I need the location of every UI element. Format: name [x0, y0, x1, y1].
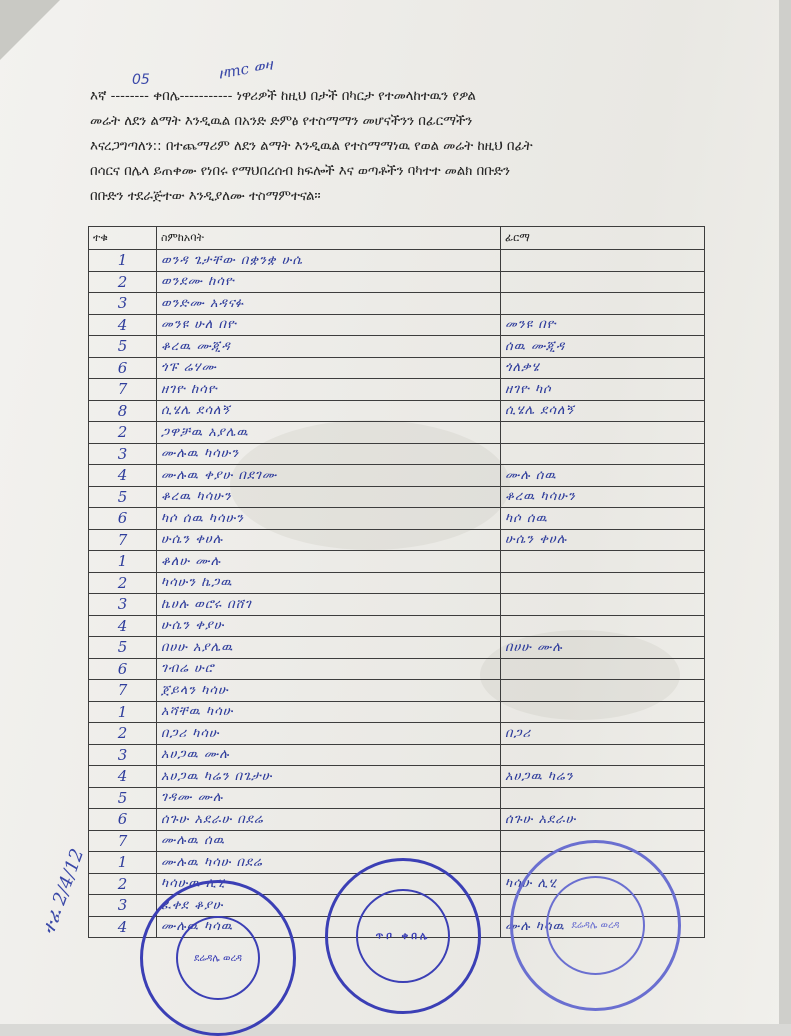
row-number: 7 [89, 830, 157, 852]
row-number: 2 [89, 873, 157, 895]
row-signature [501, 787, 705, 809]
row-number: 6 [89, 357, 157, 379]
table-row [89, 357, 705, 379]
handwritten-kebele-name: ዞmc ወዛ [216, 55, 275, 83]
right-office-stamp [510, 840, 681, 1011]
row-name: ሰጉሁ አደራሁ በደሬ [157, 809, 501, 831]
row-number: 2 [89, 422, 157, 444]
row-signature: ሰጉሁ አደራሁ [501, 809, 705, 831]
table-row [89, 400, 705, 422]
header-name: ስምከአባት [157, 227, 501, 250]
row-number: 5 [89, 787, 157, 809]
folded-corner [0, 0, 60, 60]
header-number: ተቁ [89, 227, 157, 250]
table-row [89, 551, 705, 573]
table-row [89, 809, 705, 831]
row-signature: ሲሄሌ ደሳለኝ [501, 400, 705, 422]
row-signature [501, 744, 705, 766]
row-number: 1 [89, 852, 157, 874]
row-number: 6 [89, 658, 157, 680]
row-name: አሀጋዉ ሙሉ [157, 744, 501, 766]
row-signature: ካሳሁ ሊሂ [501, 873, 705, 895]
seal-emblem-icon [356, 889, 450, 983]
paper-edge [779, 0, 791, 1024]
row-name: ዘገዮ ከሳዮ [157, 379, 501, 401]
row-number: 4 [89, 314, 157, 336]
row-number: 4 [89, 465, 157, 487]
side-handwritten-note: ተፈ 2/4/12 [38, 846, 89, 938]
table-row [89, 293, 705, 315]
row-number: 5 [89, 486, 157, 508]
paragraph-line: በሳርና በሌላ ይጠቀሙ የነበሩ የማህበረሰብ ክፍሎች እና ወጣቶችን ባካተተ መልክ በቡድን [90, 164, 510, 179]
stamp-caption: ደሬዳሌ ወረዳ [571, 920, 620, 931]
row-signature: ጎለቃሄ [501, 357, 705, 379]
row-number: 4 [89, 916, 157, 938]
row-name: ሁሴን ቀያሁ [157, 615, 501, 637]
table-row [89, 637, 705, 659]
table-row [89, 615, 705, 637]
row-name: ኬሀሉ ወሮሩ በሸገ [157, 594, 501, 616]
signature-table [88, 226, 705, 938]
row-signature [501, 572, 705, 594]
table-row [89, 529, 705, 551]
table-row [89, 443, 705, 465]
row-name: መንዩ ሁለ በዮ [157, 314, 501, 336]
row-signature: በሀሁ ሙሉ [501, 637, 705, 659]
row-name: ቆለሁ ሙሉ [157, 551, 501, 573]
row-number: 2 [89, 572, 157, 594]
row-name: ወንዳ ጌታቸው በቋንቋ ሁሴ [157, 250, 501, 272]
row-name: ሙሉዉ ካሳሁ በደሬ [157, 852, 501, 874]
row-name: ገብሬ ሁሮ [157, 658, 501, 680]
table-row [89, 658, 705, 680]
table-header-row [89, 227, 705, 250]
row-number: 3 [89, 443, 157, 465]
row-name: ቆረዉ ሙጂዳ [157, 336, 501, 358]
row-signature: መንዩ በዮ [501, 314, 705, 336]
row-name: ቆረዉ ካሳሁን [157, 486, 501, 508]
row-signature [501, 422, 705, 444]
row-signature [501, 615, 705, 637]
row-signature: ሙሉ ሰዉ [501, 465, 705, 487]
center-kebele-seal [325, 858, 481, 1014]
row-name: በሀሁ አያሌዉ [157, 637, 501, 659]
table-row [89, 422, 705, 444]
row-signature: ቆረዉ ካሳሁን [501, 486, 705, 508]
table-row [89, 594, 705, 616]
row-number: 3 [89, 895, 157, 917]
row-number: 2 [89, 723, 157, 745]
row-signature: ሰዉ ሙጂዳ [501, 336, 705, 358]
row-signature [501, 271, 705, 293]
row-number: 4 [89, 615, 157, 637]
table-row [89, 723, 705, 745]
row-name: ካሳሁዉ ሊሂ [157, 873, 501, 895]
row-name: ፈቀደ ቆያሁ [157, 895, 501, 917]
row-number: 5 [89, 336, 157, 358]
row-number: 6 [89, 508, 157, 530]
row-name: ካሳሁን ኬጋዉ [157, 572, 501, 594]
row-signature: ሁሴን ቀሀሉ [501, 529, 705, 551]
row-name: አሻቸዉ ካሳሁ [157, 701, 501, 723]
row-name: ጎፑ ሬሃሙ [157, 357, 501, 379]
table-row [89, 572, 705, 594]
left-office-stamp [140, 880, 296, 1036]
row-number: 7 [89, 680, 157, 702]
table-row [89, 680, 705, 702]
table-row [89, 250, 705, 272]
table-row [89, 271, 705, 293]
row-name: ጋዋቻዉ አያሌዉ [157, 422, 501, 444]
row-signature [501, 658, 705, 680]
row-name: ካሶ ሰዉ ካሳሁን [157, 508, 501, 530]
row-name: ሙሉዉ ካሳዉ [157, 916, 501, 938]
table-row [89, 744, 705, 766]
table-row [89, 766, 705, 788]
row-signature [501, 551, 705, 573]
paragraph-line: እናረጋግጣለን:: በተጨማሪም ለደን ልማት እንዲዉል የተስማማነዉ የወል መሬት ከዚህ በፊት [90, 139, 533, 154]
row-name: ወንድሙ አዳናፉ [157, 293, 501, 315]
row-signature [501, 293, 705, 315]
row-name: በጋሪ ካሳሁ [157, 723, 501, 745]
row-number: 3 [89, 293, 157, 315]
paragraph-line: መሬት ለደን ልማት እንዲዉል በአንድ ድምፅ የተስማማን መሆናችንን በፊርማችን [90, 114, 473, 129]
row-signature: ሙሉ ካሳዉ [501, 916, 705, 938]
row-signature: ዘገዮ ካሶ [501, 379, 705, 401]
table-row [89, 701, 705, 723]
row-number: 7 [89, 529, 157, 551]
row-signature [501, 594, 705, 616]
table-row [89, 787, 705, 809]
row-name: አሀጋዉ ካሬን በጌታሁ [157, 766, 501, 788]
table-row [89, 314, 705, 336]
header-signature: ፊርማ [501, 227, 705, 250]
row-name: ሙሉዉ ካሳሁን [157, 443, 501, 465]
row-number: 3 [89, 594, 157, 616]
table-row [89, 465, 705, 487]
row-name: ወንደሙ ከሳዮ [157, 271, 501, 293]
row-name: ገዳሙ ሙሉ [157, 787, 501, 809]
row-name: ሲሄሌ ደሳለኝ [157, 400, 501, 422]
row-number: 1 [89, 250, 157, 272]
table-row [89, 379, 705, 401]
row-name: ሙሉዉ ቀያሁ በደገሙ [157, 465, 501, 487]
row-number: 1 [89, 701, 157, 723]
row-number: 1 [89, 551, 157, 573]
row-signature: በጋሪ [501, 723, 705, 745]
stamp-emblem-icon [176, 916, 260, 1000]
row-name: ጀይላን ካሳሁ [157, 680, 501, 702]
handwritten-kebele-no: 05 [132, 72, 150, 88]
row-name: ሙሉዉ ሰዉ [157, 830, 501, 852]
row-signature: አሀጋዉ ካሬን [501, 766, 705, 788]
row-number: 7 [89, 379, 157, 401]
table-row [89, 486, 705, 508]
row-number: 2 [89, 271, 157, 293]
row-signature [501, 443, 705, 465]
row-signature [501, 250, 705, 272]
row-signature: ካሶ ሰዉ [501, 508, 705, 530]
row-number: 4 [89, 766, 157, 788]
stamp-caption: ደሬዳሌ ወረዳ [193, 952, 242, 964]
row-number: 6 [89, 809, 157, 831]
row-signature [501, 680, 705, 702]
agreement-paragraph [90, 84, 700, 209]
table-body [89, 250, 705, 938]
row-number: 5 [89, 637, 157, 659]
row-name: ሁሴን ቀሀሉ [157, 529, 501, 551]
paragraph-line: በቡድን ተደራጅተው እንዲያለሙ ተስማምተናል። [90, 189, 321, 204]
row-number: 3 [89, 744, 157, 766]
stamp-emblem-icon [546, 876, 645, 975]
row-number: 8 [89, 400, 157, 422]
table-row [89, 508, 705, 530]
table-row [89, 336, 705, 358]
row-signature [501, 701, 705, 723]
paragraph-line: እኛ -------- ቀበሌ----------- ነዋሪዎች ከዚህ በታች በካርታ የተመላከተዉን የዎል [90, 89, 476, 104]
seal-caption: ጥቦ ቀበሌ [375, 930, 431, 942]
